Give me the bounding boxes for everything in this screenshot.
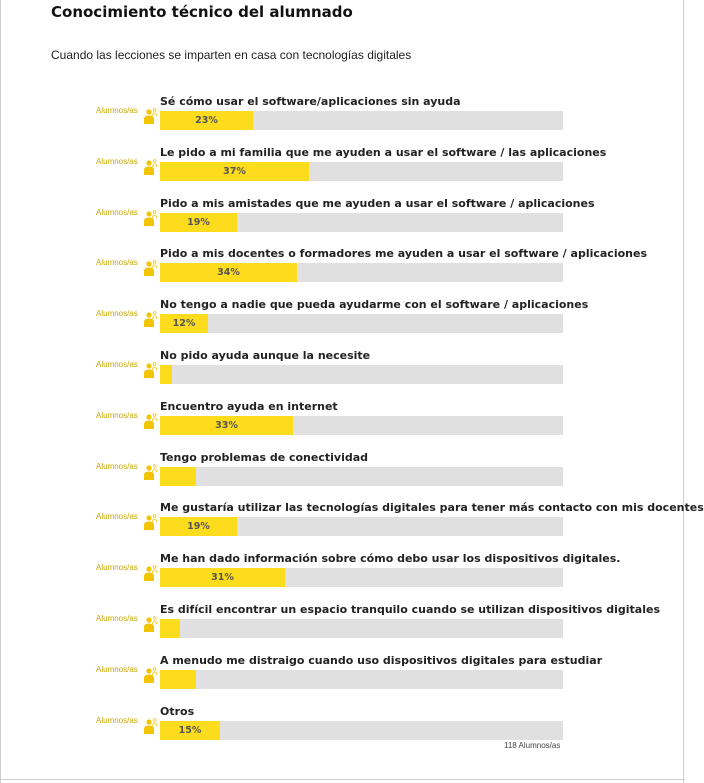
- category-label: Encuentro ayuda en internet: [160, 399, 338, 413]
- bar-row: [0, 552, 685, 596]
- students-icon: [142, 209, 158, 227]
- bar: [160, 467, 196, 486]
- bar-row: [0, 654, 685, 698]
- series-label: Alumnos/as: [96, 715, 138, 725]
- data-label: 19%: [187, 216, 210, 228]
- data-label: 34%: [217, 267, 240, 279]
- data-label: 31%: [211, 572, 234, 584]
- bar-track: [160, 670, 563, 689]
- bar-track: [160, 213, 563, 232]
- students-icon: [142, 107, 158, 125]
- series-label: Alumnos/as: [96, 563, 138, 573]
- data-label: 12%: [172, 318, 196, 330]
- bar-track: [160, 111, 563, 130]
- category-label: No tengo a nadie que pueda ayudarme con el software / aplicaciones: [160, 298, 589, 312]
- students-icon: [142, 615, 158, 633]
- students-icon: [142, 666, 158, 684]
- students-icon: [142, 717, 158, 735]
- bar-track: [160, 314, 563, 333]
- series-label: Alumnos/as: [96, 461, 138, 471]
- bar-row: [0, 603, 685, 647]
- category-label: A menudo me distraigo cuando uso dispositivos digitales para estudiar: [160, 653, 603, 667]
- data-label: 19%: [187, 521, 210, 533]
- bar-track: [160, 416, 563, 435]
- bar-row: [0, 146, 685, 190]
- respondent-count: 118 Alumnos/as: [504, 741, 561, 750]
- bar-row: [0, 451, 685, 495]
- bar-row: [0, 298, 685, 342]
- students-icon: [142, 158, 158, 176]
- bar-row: [0, 95, 685, 139]
- category-label: Es difícil encontrar un espacio tranquilo cuando se utilizan dispositivos digitales: [160, 603, 661, 616]
- students-icon: [142, 513, 158, 531]
- category-label: Tengo problemas de conectividad: [160, 450, 369, 464]
- bar-track: [160, 568, 563, 587]
- students-icon: [142, 463, 158, 481]
- chart-subtitle: Cuando las lecciones se imparten en casa con tecnologías digitales: [51, 48, 412, 62]
- students-icon: [142, 564, 158, 582]
- category-label: Sé cómo usar el software/aplicaciones sin ayuda: [160, 95, 461, 108]
- students-icon: [142, 412, 158, 430]
- series-label: Alumnos/as: [96, 664, 138, 674]
- series-label: Alumnos/as: [96, 360, 138, 369]
- chart-title: Conocimiento técnico del alumnado: [51, 3, 353, 21]
- series-label: Alumnos/as: [96, 156, 138, 166]
- bar-track: [160, 365, 563, 384]
- category-label: Pido a mis amistades que me ayuden a usar el software / aplicaciones: [160, 196, 595, 210]
- bar-row: [0, 705, 685, 749]
- bar-row: [0, 400, 685, 444]
- bar-row: [0, 247, 685, 291]
- bar-track: [160, 162, 563, 181]
- series-label: Alumnos/as: [96, 614, 138, 623]
- series-label: Alumnos/as: [96, 106, 138, 115]
- category-label: No pido ayuda aunque la necesite: [160, 349, 371, 362]
- data-label: 37%: [223, 165, 246, 177]
- students-icon: [142, 310, 158, 328]
- category-label: Me han dado información sobre cómo debo usar los dispositivos digitales.: [160, 552, 621, 566]
- series-label: Alumnos/as: [96, 207, 138, 217]
- students-icon: [142, 259, 158, 277]
- bar-track: [160, 721, 563, 740]
- category-label: Le pido a mi familia que me ayuden a usar el software / las aplicaciones: [160, 145, 607, 159]
- series-label: Alumnos/as: [96, 512, 138, 522]
- bar-track: [160, 263, 563, 282]
- bar: [160, 670, 196, 689]
- bar: [160, 365, 172, 384]
- series-label: Alumnos/as: [96, 309, 138, 319]
- category-label: Pido a mis docentes o formadores me ayuden a usar el software / aplicaciones: [160, 247, 647, 261]
- bar-row: [0, 349, 685, 393]
- data-label: 33%: [215, 419, 238, 431]
- bar-track: [160, 619, 563, 638]
- bar: [160, 619, 180, 638]
- bar-row: [0, 197, 685, 241]
- data-label: 15%: [178, 724, 202, 736]
- series-label: Alumnos/as: [96, 258, 138, 268]
- bar-track: [160, 517, 563, 536]
- series-label: Alumnos/as: [96, 410, 138, 420]
- bar-row: [0, 501, 704, 545]
- category-label: Me gustaría utilizar las tecnologías digitales para tener más contacto con mis docentes: [160, 501, 704, 515]
- bar-track: [160, 467, 563, 486]
- data-label: 23%: [195, 115, 218, 126]
- category-label: Otros: [160, 704, 195, 718]
- students-icon: [142, 361, 158, 379]
